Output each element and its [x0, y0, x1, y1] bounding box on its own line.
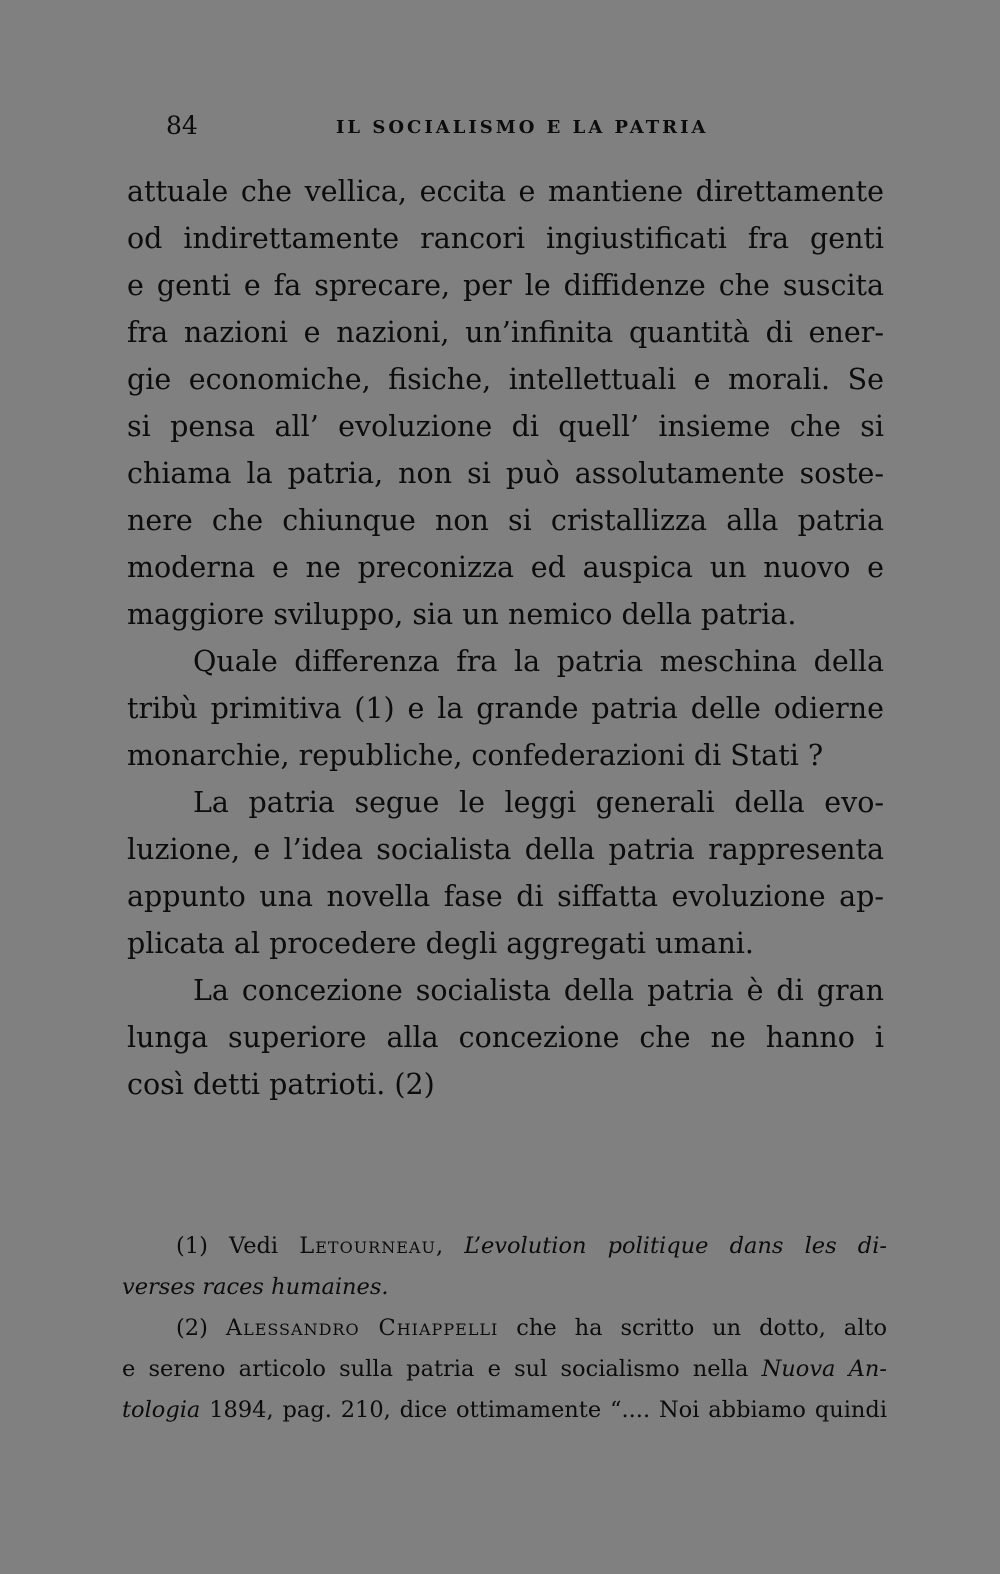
body-line: tribù primitiva (1) e la grande patria delle odierne: [127, 692, 884, 725]
body-line: nere che chiunque non si cristallizza alla patria: [127, 504, 884, 537]
footnote-author: Letourneau: [299, 1233, 436, 1259]
footnote-1-line: [122, 1226, 887, 1267]
body-line: maggiore sviluppo, sia un nemico della patria.: [127, 598, 797, 631]
running-title: IL SOCIALISMO E LA PATRIA: [336, 117, 709, 138]
body-text: [127, 168, 884, 1108]
footnote-title: verses races humaines.: [122, 1274, 389, 1300]
footnote-text: 1894, pag. 210, dice ottimamente “.... Noi abbiamo quindi: [209, 1397, 888, 1423]
footnote-journal: Nuova An-: [761, 1356, 887, 1382]
body-line: si pensa all’ evoluzione di quell’ insieme che si: [127, 410, 884, 443]
body-line: così detti patrioti. (2): [127, 1068, 435, 1101]
body-line: monarchie, republiche, confederazioni di Stati ?: [127, 739, 824, 772]
body-line: e genti e fa sprecare, per le diffidenze che suscita: [127, 269, 884, 302]
body-line: od indirettamente rancori ingiustificati fra genti: [127, 222, 884, 255]
body-line: plicata al procedere degli aggregati umani.: [127, 927, 754, 960]
footnote-journal: tologia: [122, 1397, 201, 1423]
footnote-2-line: [122, 1390, 887, 1431]
footnote-title: L’evolution politique dans les di-: [464, 1233, 888, 1259]
footnote-separator: ,: [435, 1233, 444, 1259]
body-line: La concezione socialista della patria è di gran: [193, 974, 884, 1007]
body-line: fra nazioni e nazioni, un’infinita quantità di ener-: [127, 316, 884, 349]
footnote-1-line: [122, 1267, 887, 1308]
body-line: attuale che vellica, eccita e mantiene direttamente: [127, 175, 884, 208]
footnote-2-line: [122, 1308, 887, 1349]
body-line: Quale differenza fra la patria meschina della: [193, 645, 884, 678]
page-number: 84: [166, 111, 198, 140]
body-line: chiama la patria, non si può assolutamente soste-: [127, 457, 884, 490]
footnote-text: e sereno articolo sulla patria e sul socialismo nella: [122, 1356, 749, 1382]
body-line: gie economiche, fisiche, intellettuali e morali. Se: [127, 363, 884, 396]
page-header: [0, 108, 1000, 144]
footnote-marker: (1) Vedi: [176, 1233, 279, 1259]
body-line: appunto una novella fase di siffatta evoluzione ap-: [127, 880, 884, 913]
footnotes: [122, 1226, 887, 1431]
footnote-text: che ha scritto un dotto, alto: [516, 1315, 887, 1341]
footnote-marker: (2): [176, 1315, 208, 1341]
body-line: lunga superiore alla concezione che ne hanno i: [127, 1021, 884, 1054]
body-line: moderna e ne preconizza ed auspica un nuovo e: [127, 551, 884, 584]
footnote-author: Alessandro Chiappelli: [225, 1315, 499, 1341]
footnote-2-line: [122, 1349, 887, 1390]
body-line: luzione, e l’idea socialista della patria rappresenta: [127, 833, 884, 866]
body-line: La patria segue le leggi generali della evo-: [193, 786, 884, 819]
